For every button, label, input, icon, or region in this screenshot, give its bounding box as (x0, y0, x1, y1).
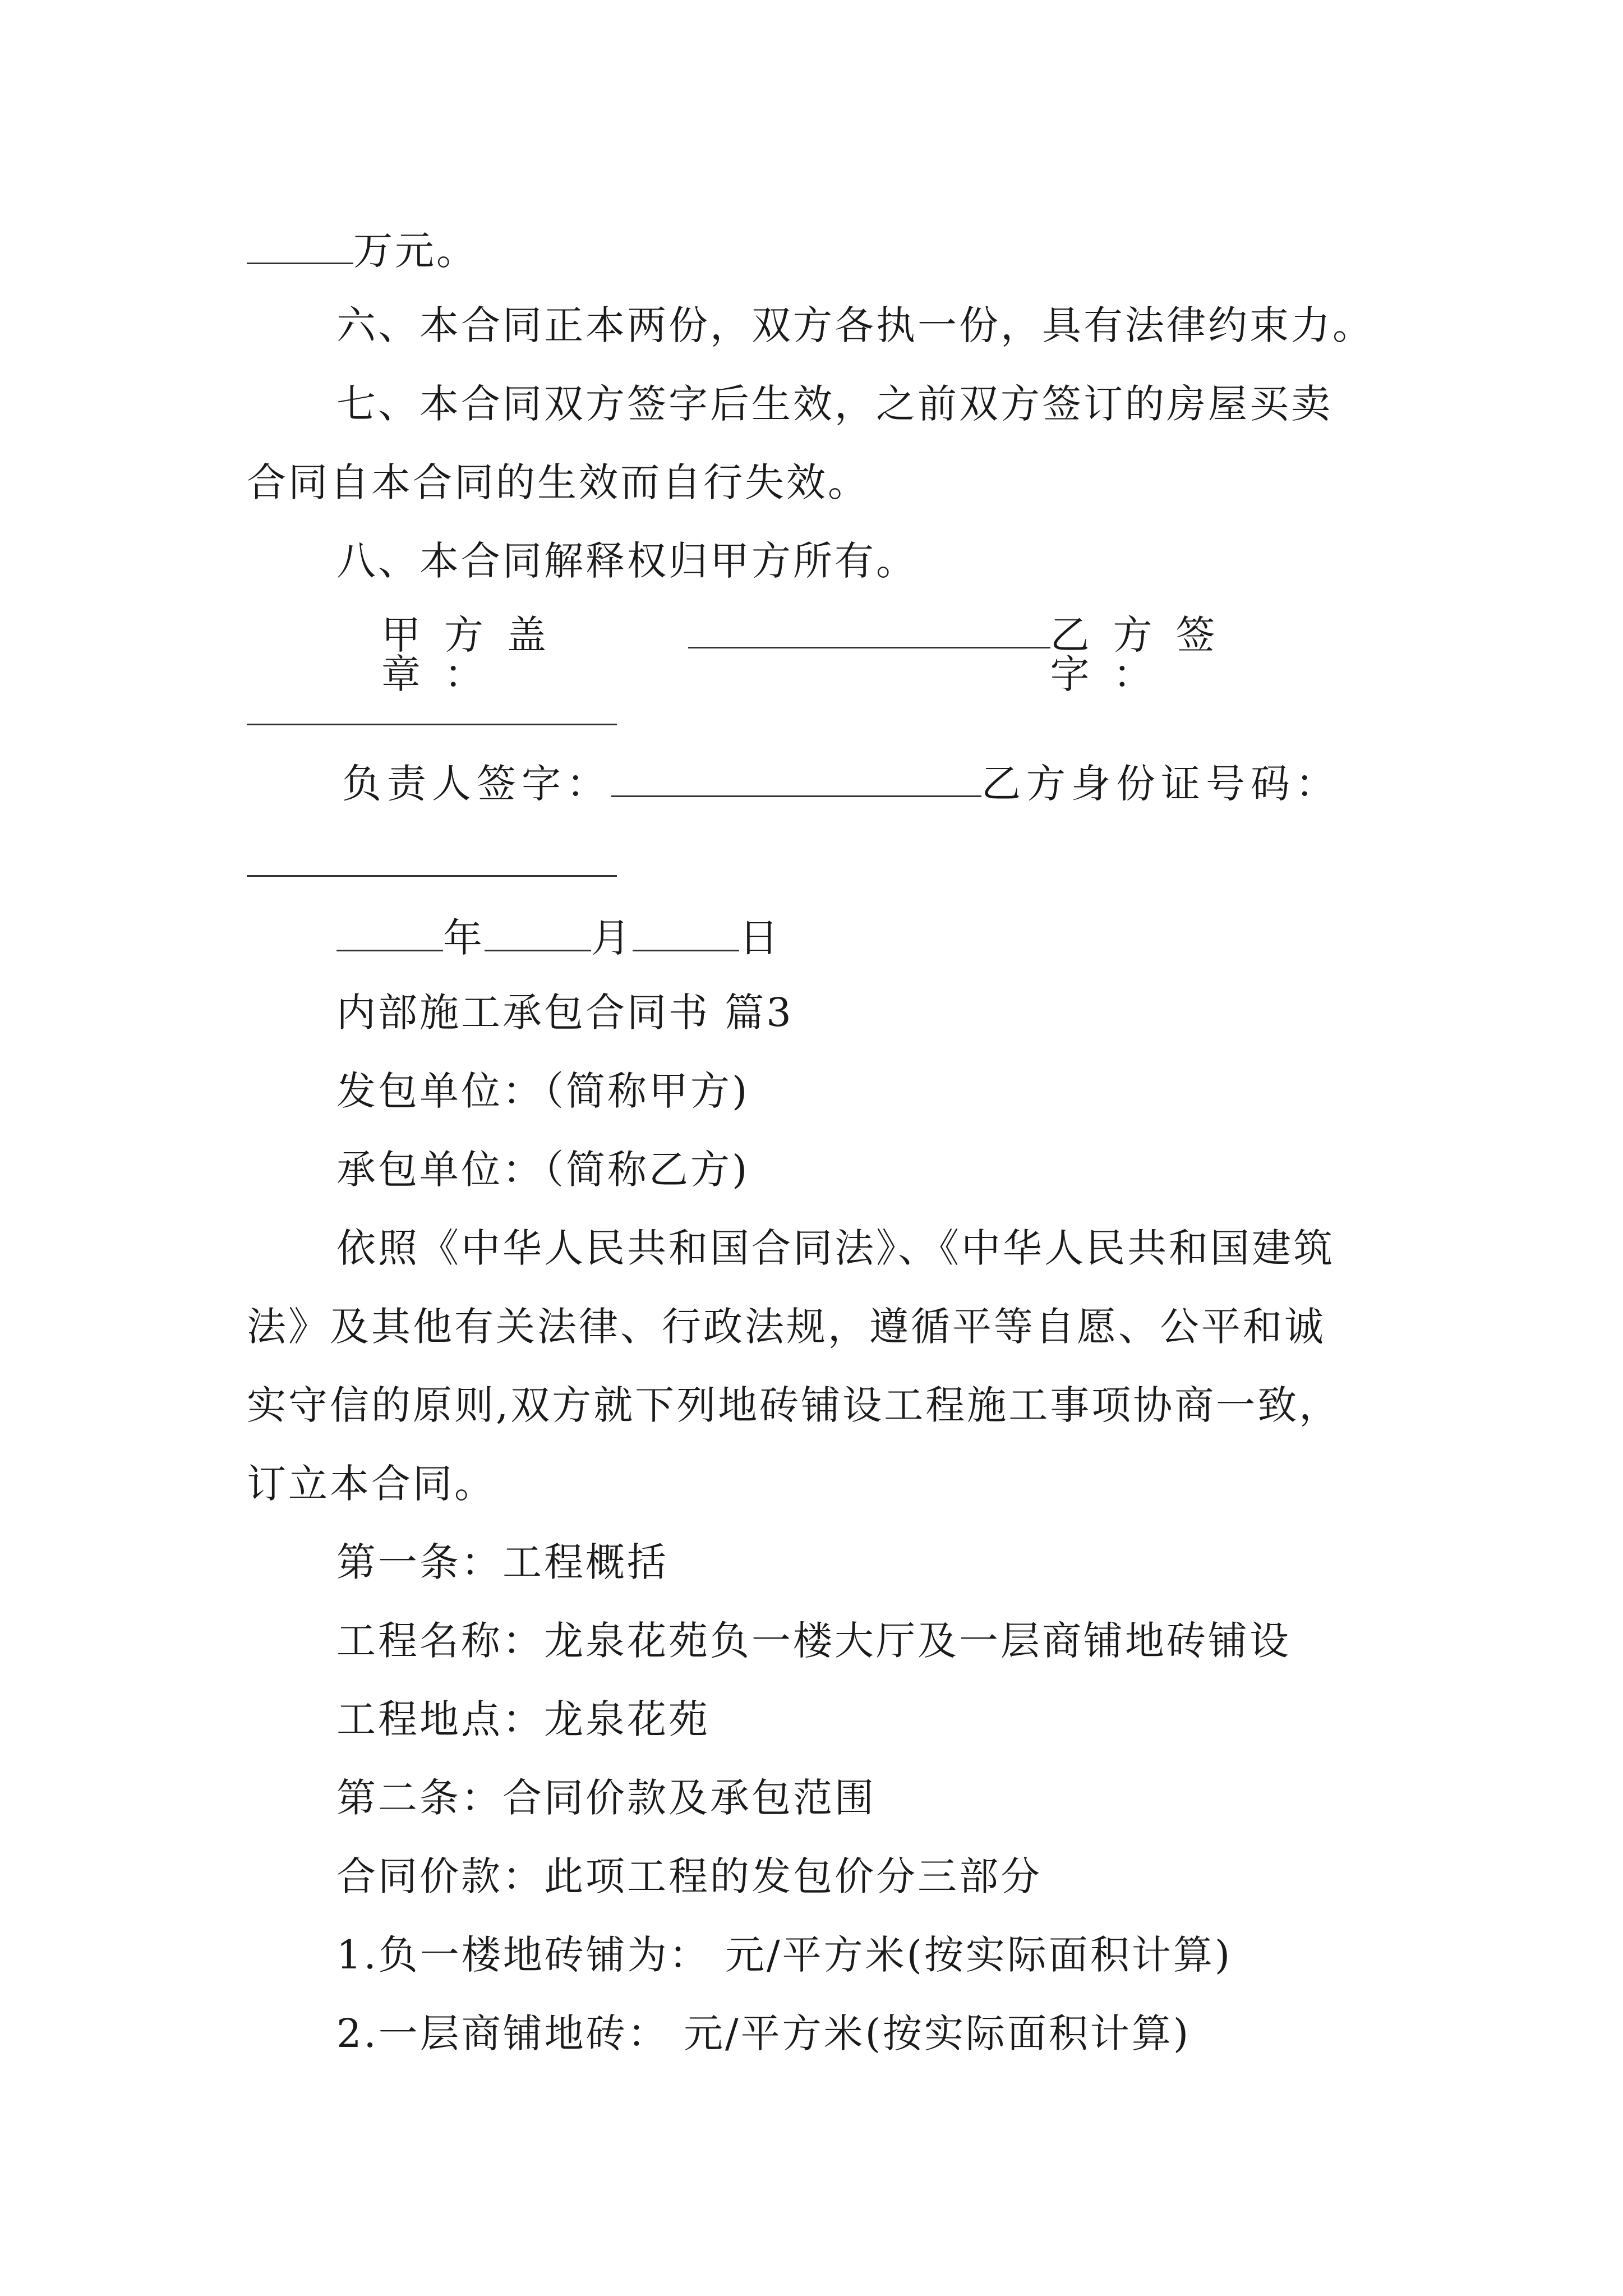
year-label: 年 (443, 915, 485, 961)
clause-seven-line1: 七、本合同双方签字后生效，之前双方签订的房屋买卖 (336, 381, 1332, 427)
contract-price: 合同价款：此项工程的发包价分三部分 (336, 1853, 1042, 1899)
preamble-line1: 依照《中华人民共和国合同法》、《中华人民共和国建筑 (336, 1225, 1335, 1271)
project-location: 工程地点：龙泉花苑 (336, 1696, 710, 1742)
preamble-line3: 实守信的原则,双方就下列地砖铺设工程施工事项协商一致， (247, 1382, 1341, 1428)
party-b-sign-label: 乙方签字： (1050, 612, 1239, 697)
party-b-id-label: 乙方身份证号码： (981, 761, 1340, 807)
date-line (336, 914, 781, 961)
party-a-seal-label: 甲方盖章： (381, 612, 570, 697)
principal-id-row (342, 760, 1340, 807)
preamble-line2: 法》及其他有关法律、行政法规，遵循平等自愿、公平和诚 (247, 1304, 1326, 1350)
preamble-line4: 订立本合同。 (247, 1461, 496, 1507)
amount-blank (247, 227, 353, 264)
principal-sign-blank (611, 760, 981, 797)
day-label: 日 (739, 915, 781, 961)
contractor-receiver: 承包单位：（简称乙方) (336, 1147, 750, 1193)
party-a-seal-blank (688, 611, 1050, 648)
month-label: 月 (591, 915, 633, 961)
project-name: 工程名称：龙泉花苑负一楼大厅及一层商铺地砖铺设 (336, 1618, 1291, 1664)
article-two-heading: 第二条：合同价款及承包范围 (336, 1775, 876, 1821)
amount-line (247, 227, 478, 274)
contractor-issuer: 发包单位：（简称甲方) (336, 1068, 750, 1114)
price-item-2: 2.一层商铺地砖： 元/平方米(按实际面积计算) (336, 2010, 1191, 2056)
article-one-heading: 第一条：工程概括 (336, 1539, 668, 1585)
day-blank (633, 914, 739, 951)
section-title: 内部施工承包合同书 篇3 (336, 990, 794, 1036)
party-b-id-blank (247, 875, 617, 877)
price-item-1: 1.负一楼地砖铺为： 元/平方米(按实际面积计算) (336, 1932, 1233, 1978)
clause-seven-line2: 合同自本合同的生效而自行失效。 (247, 459, 869, 505)
clause-six: 六、本合同正本两份，双方各执一份，具有法律约束力。 (336, 302, 1374, 348)
clause-eight: 八、本合同解释权归甲方所有。 (336, 538, 917, 584)
principal-sign-label: 负责人签字： (342, 761, 611, 807)
amount-unit: 万元。 (353, 228, 478, 274)
party-b-sign-blank (247, 724, 617, 725)
seal-sign-row (381, 611, 1357, 697)
year-blank (336, 914, 443, 951)
month-blank (485, 914, 591, 951)
